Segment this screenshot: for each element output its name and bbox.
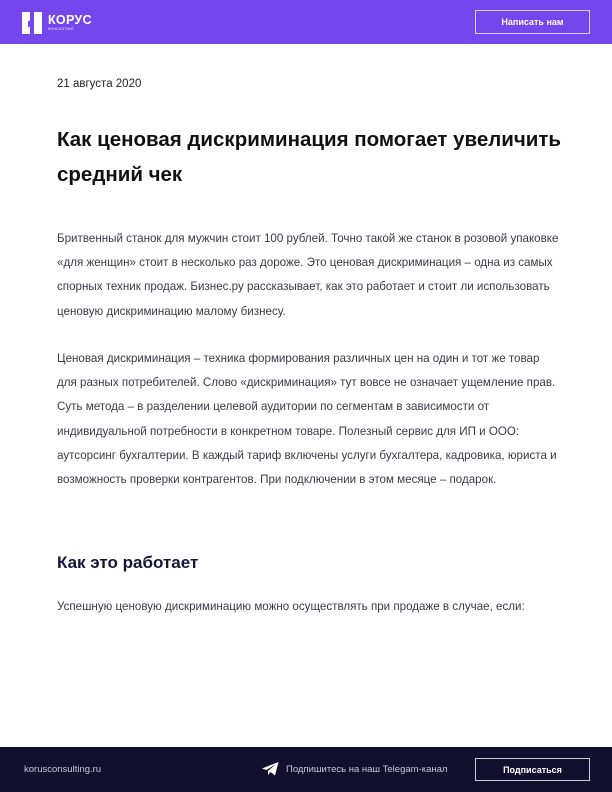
telegram-paper-plane-icon [262,762,279,776]
article-title: Как ценовая дискриминация помогает увеличить средний чек [57,128,561,186]
korus-logo[interactable] [22,11,92,34]
section-heading: Как это работает [57,553,199,572]
article-paragraph: Бритвенный станок для мужчин стоит 100 рублей. Точно такой же станок в розовой упаковке «для женщин» стоит в несколько раз дороже. Это ценовая дискриминация – одна из самых спорных техник продаж. Бизнес.ру рассказывает, как это работает и стоит ли использовать ценовую дискриминацию малому бизнесу. [57,232,559,318]
article-date: 21 августа 2020 [57,78,142,90]
site-link[interactable]: korusconsulting.ru [24,764,102,775]
subscribe-button[interactable]: Подписаться [475,758,590,781]
logo-subtitle: КОНСАЛТИНГ [48,26,75,31]
footer-bar [0,747,612,792]
korus-logo-icon [22,12,42,34]
logo-name: КОРУС [48,12,92,27]
telegram-subscribe-text: Подпишитесь на наш Telegam-канал [286,764,448,775]
article-paragraph: Ценовая дискриминация – техника формирования различных цен на один и тот же товар для разных потребителей. Слово «дискриминация» тут вовсе не означает ущемление прав. Суть метода – в разделении целевой аудитории по сегментам в зависимости от индивидуальной потребности в конкретном товаре. Полезный сервис для ИП и ООО: аутсорсинг бухгалтерии. В каждый тариф включены услуги бухгалтера, кадровика, юриста и возможность проверки контрагентов. При подключении в этом месяце – подарок. [57,352,557,487]
section-paragraph: Успешную ценовую дискриминацию можно осуществлять при продаже в случае, если: [57,600,525,613]
write-us-button[interactable]: Написать нам [475,10,590,34]
header-bar [0,0,612,44]
